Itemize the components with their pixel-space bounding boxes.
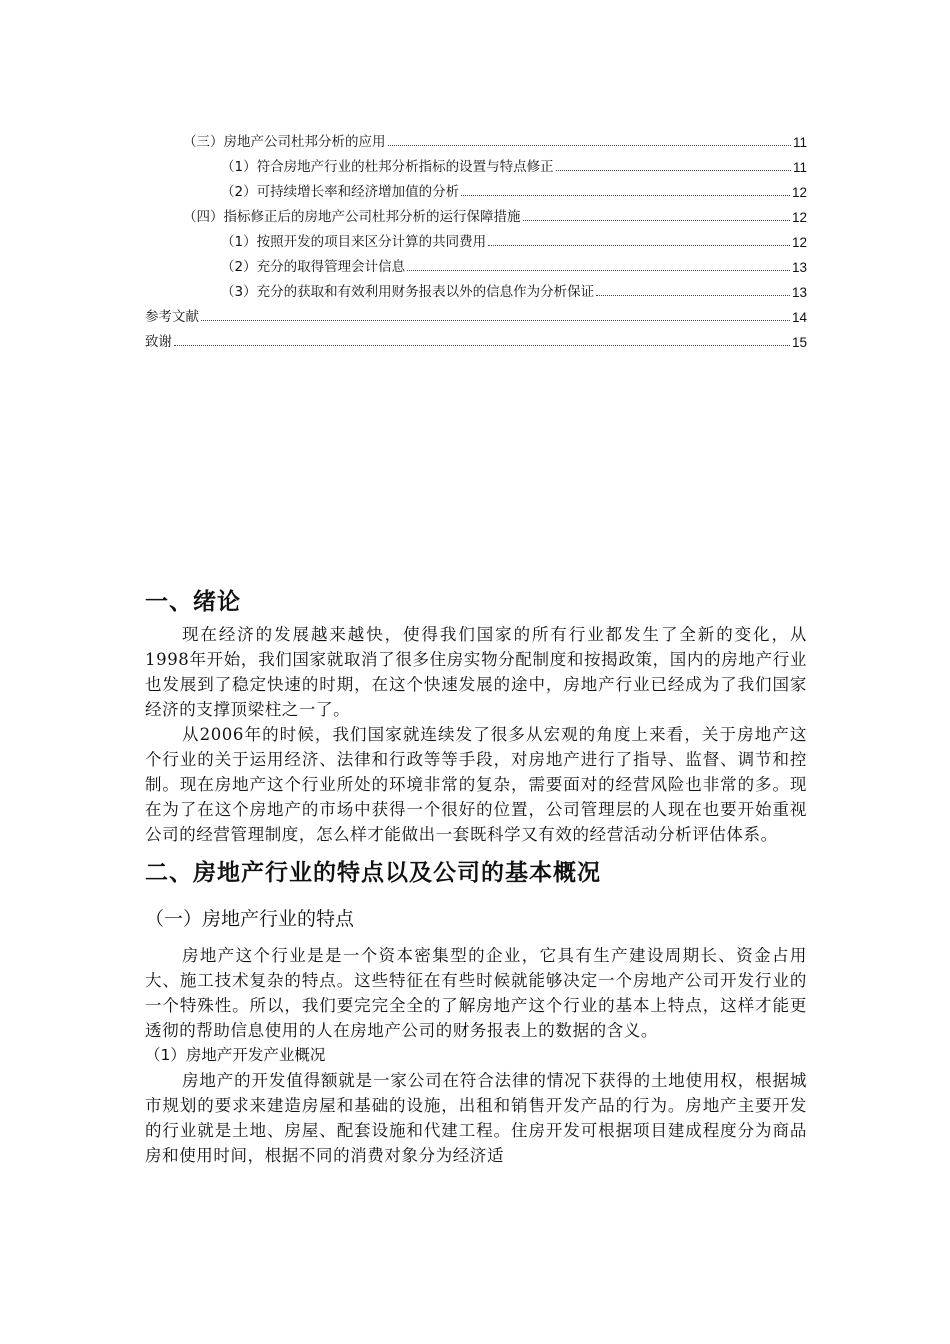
toc-entry-title: （2）可持续增长率和经济增加值的分析 xyxy=(221,184,460,200)
toc-entry[interactable] xyxy=(145,275,807,300)
toc-leader-dots xyxy=(523,219,790,221)
toc-entry-title: （2）充分的取得管理会计信息 xyxy=(221,259,406,275)
toc-entry-page: 12 xyxy=(791,235,807,250)
toc-entry-title: （3）充分的获取和有效利用财务报表以外的信息作为分析保证 xyxy=(221,284,595,300)
toc-leader-dots xyxy=(201,319,790,321)
toc-entry[interactable] xyxy=(145,200,807,225)
toc-entry[interactable] xyxy=(145,125,807,150)
toc-entry[interactable] xyxy=(145,325,807,350)
section-heading-industry: 二、房地产行业的特点以及公司的基本概况 xyxy=(145,860,601,886)
toc-entry-title: 参考文献 xyxy=(145,309,199,325)
toc-entry[interactable] xyxy=(145,150,807,175)
toc-entry-page: 13 xyxy=(791,260,807,275)
toc-entry-page: 11 xyxy=(792,160,807,175)
toc-entry-title: 致谢 xyxy=(145,334,172,350)
toc-leader-dots xyxy=(488,244,790,246)
toc-leader-dots xyxy=(461,194,790,196)
toc-entry-page: 13 xyxy=(791,285,807,300)
toc-entry[interactable] xyxy=(145,175,807,200)
document-body xyxy=(145,580,807,1168)
toc-entry-page: 15 xyxy=(791,335,807,350)
toc-entry-title: （三）房地产公司杜邦分析的应用 xyxy=(183,134,386,150)
toc-entry-title: （四）指标修正后的房地产公司杜邦分析的运行保障措施 xyxy=(183,209,521,225)
toc-entry-page: 12 xyxy=(791,185,807,200)
body-paragraph: 现在经济的发展越来越快，使得我们国家的所有行业都发生了全新的变化，从1998年开始，我们国家就取消了很多住房实物分配制度和按揭政策，国内的房地产行业也发展到了稳定快速的时期，在这个快速发展的途中，房地产行业已经成为了我们国家经济的支撑顶梁柱之一了。 xyxy=(145,625,807,719)
body-paragraph: 房地产这个行业是是一个资本密集型的企业，它具有生产建设周期长、资金占用大、施工技术复杂的特点。这些特征在有些时候就能够决定一个房地产公司开发行业的一个特殊性。所以，我们要完完全全的了解房地产这个行业的基本上特点，这样才能更透彻的帮助信息使用的人在房地产公司的财务报表上的数据的含义。 xyxy=(145,946,807,1040)
toc-entry[interactable] xyxy=(145,250,807,275)
toc-leader-dots xyxy=(596,294,790,296)
toc-entry-title: （1）按照开发的项目来区分计算的共同费用 xyxy=(221,234,487,250)
toc-entry-page: 12 xyxy=(791,210,807,225)
subsection-heading: （一）房地产行业的特点 xyxy=(145,908,355,930)
body-paragraph: 房地产的开发值得额就是一家公司在符合法律的情况下获得的土地使用权，根据城市规划的要求来建造房屋和基础的设施，出租和销售开发产品的行为。房地产主要开发的行业就是土地、房屋、配套设施和代建工程。住房开发可根据项目建成程度分为商品房和使用时间，根据不同的消费对象分为经济适 xyxy=(145,1071,807,1165)
table-of-contents xyxy=(145,125,807,350)
toc-leader-dots xyxy=(174,344,790,346)
toc-entry[interactable] xyxy=(145,225,807,250)
toc-entry[interactable] xyxy=(145,300,807,325)
toc-entry-page: 14 xyxy=(791,310,807,325)
toc-entry-page: 11 xyxy=(792,135,807,150)
subsubsection-heading: （1）房地产开发产业概况 xyxy=(145,1046,326,1064)
toc-leader-dots xyxy=(556,169,791,171)
toc-leader-dots xyxy=(388,144,791,146)
toc-entry-title: （1）符合房地产行业的杜邦分析指标的设置与特点修正 xyxy=(221,159,554,175)
section-heading-introduction: 一、绪论 xyxy=(145,589,241,615)
body-paragraph: 从2006年的时候，我们国家就连续发了很多从宏观的角度上来看，关于房地产这个行业的关于运用经济、法律和行政等等手段，对房地产进行了指导、监督、调节和控制。现在房地产这个行业所处的环境非常的复杂，需要面对的经营风险也非常的多。现在为了在这个房地产的市场中获得一个很好的位置，公司管理层的人现在也要开始重视公司的经营管理制度，怎么样才能做出一套既科学又有效的经营活动分析评估体系。 xyxy=(145,725,807,844)
toc-leader-dots xyxy=(407,269,790,271)
